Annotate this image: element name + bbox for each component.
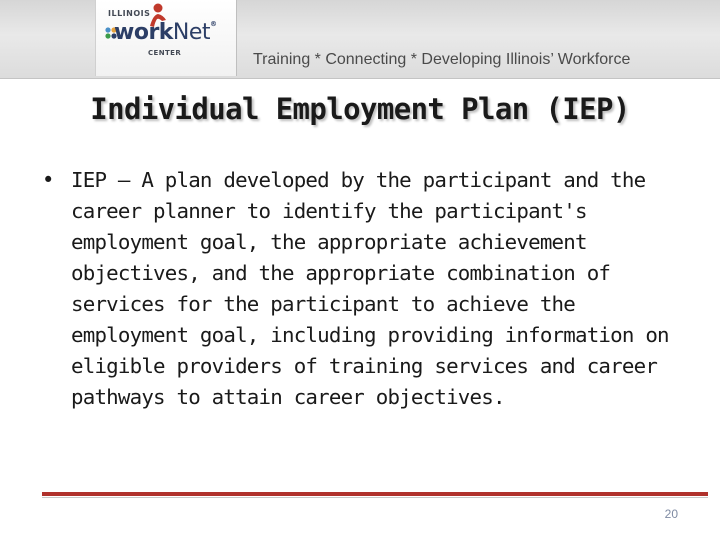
page-number: 20 <box>664 507 678 521</box>
footer-divider-shadow <box>42 497 708 498</box>
logo-illinois-text: ILLINOIS <box>108 9 151 18</box>
bullet-icon: • <box>42 168 55 192</box>
bullet-text: IEP – A plan developed by the participant and the career planner to identify the participant's employment goal, the appropriate achievement objectives, and the appropriate combination of services for the participant to achieve the employment goal, including providing information on eligible providers of training services and career pathways to attain career objectives. <box>71 168 669 409</box>
logo-wordmark <box>114 20 217 45</box>
slide-body <box>42 165 692 413</box>
header-banner <box>0 0 720 79</box>
logo-work-text: work <box>114 20 173 45</box>
logo-net-text: Net <box>172 20 211 45</box>
header-tagline: Training * Connecting * Developing Illinois’ Workforce <box>253 51 631 68</box>
logo-registered-mark: ® <box>210 20 217 28</box>
bullet-item <box>42 165 692 413</box>
slide-title: Individual Employment Plan (IEP) <box>90 92 630 126</box>
logo-center-text: CENTER <box>148 49 182 57</box>
footer-divider <box>42 492 708 496</box>
workNet-logo <box>95 0 237 76</box>
